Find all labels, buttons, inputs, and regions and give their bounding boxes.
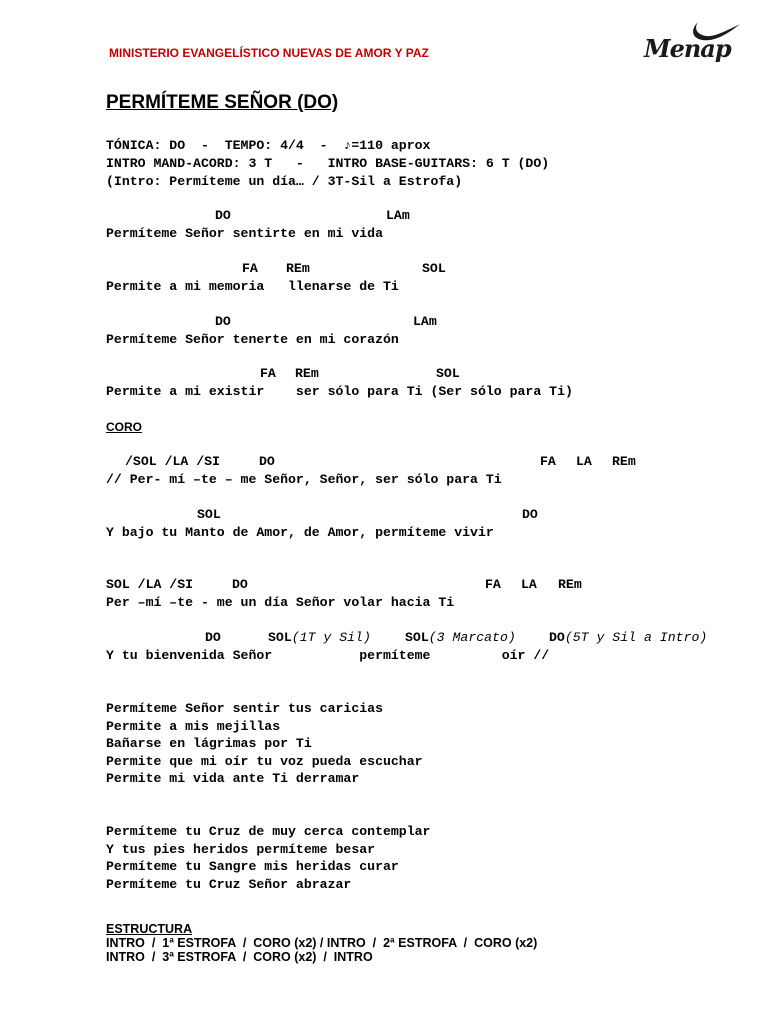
lyric-line: Permite que mi oír tu voz pueda escuchar (106, 753, 423, 769)
chord: REm (295, 366, 319, 381)
lyric-line: Permíteme tu Sangre mis heridas curar (106, 859, 399, 874)
lyric-line: Permite a mis mejillas (106, 718, 281, 734)
lyric-line: Permíteme tu Cruz de muy cerca contemplar (106, 824, 431, 839)
chord: DO(5T y Sil a Intro) (549, 630, 708, 645)
chord: SOL(1T y Sil) (268, 630, 371, 645)
chord: DO (215, 314, 231, 329)
lyric-line: Permite a mi existir ser sólo para Ti (Ser sólo para Ti) (106, 384, 573, 399)
chord: FA (260, 366, 276, 381)
chord: SOL (436, 366, 460, 381)
logo-text: Menap (644, 34, 731, 63)
lyric-line: Permíteme Señor tenerte en mi corazón (106, 332, 399, 347)
song-title: PERMÍTEME SEÑOR (DO) (106, 92, 339, 113)
chord: LA (521, 577, 537, 592)
structure-label: ESTRUCTURA (106, 922, 193, 936)
lyric-line: Permite mi vida ante Ti derramar (106, 771, 360, 786)
chord: DO (259, 454, 275, 469)
chord: SOL /LA /SI (106, 577, 194, 592)
chord: SOL (422, 261, 446, 276)
chord: SOL(3 Marcato) (405, 630, 516, 645)
chord-note: (1T y Sil) (291, 630, 371, 645)
chord: DO (205, 630, 221, 645)
chord: DO (215, 208, 231, 223)
chord: FA (485, 577, 501, 592)
lyric-line: Permíteme Señor sentir tus caricias (106, 701, 383, 716)
chord: DO (522, 507, 538, 522)
lyric-line: // Per- mí –te – me Señor, Señor, ser sólo para Ti (106, 472, 502, 487)
chord: SOL (197, 507, 221, 522)
info-line: INTRO MAND-ACORD: 3 T - INTRO BASE-GUITARS: 6 T (DO) (106, 156, 550, 171)
chord: LA (576, 454, 592, 469)
organization-name: MINISTERIO EVANGELÍSTICO NUEVAS DE AMOR Y PAZ (109, 46, 429, 60)
lyric-line: Y tus pies heridos permíteme besar (106, 841, 376, 857)
lyric-line: Permite a mi memoria llenarse de Ti (106, 279, 399, 294)
chord: /SOL /LA /SI (125, 454, 220, 469)
info-line: (Intro: Permíteme un día… / 3T-Sil a Estrofa) (106, 174, 463, 189)
chord: REm (286, 261, 310, 276)
menap-logo (644, 18, 744, 70)
chord: REm (558, 577, 582, 592)
chord: FA (242, 261, 258, 276)
lyric-line: Per –mí –te - me un día Señor volar hacia Ti (106, 595, 455, 610)
chord: LAm (413, 314, 437, 329)
chord-note: (3 Marcato) (428, 630, 516, 645)
structure-line: INTRO / 1ª ESTROFA / CORO (x2) / INTRO / 2ª ESTROFA / CORO (x2) (106, 936, 538, 950)
lyric-line: Permíteme tu Cruz Señor abrazar (106, 876, 352, 892)
info-line: TÓNICA: DO - TEMPO: 4/4 - ♪=110 aprox (106, 138, 431, 153)
chord: LAm (386, 208, 410, 223)
lyric-line: Y tu bienvenida Señor permíteme oír // (106, 648, 550, 663)
lyric-line: Permíteme Señor sentirte en mi vida (106, 226, 383, 241)
coro-label: CORO (106, 420, 142, 434)
chord: FA (540, 454, 556, 469)
lyric-line: Y bajo tu Manto de Amor, de Amor, permíteme vivir (106, 525, 494, 540)
chord: REm (612, 454, 636, 469)
lyric-line: Bañarse en lágrimas por Ti (106, 736, 312, 751)
structure-line: INTRO / 3ª ESTROFA / CORO (x2) / INTRO (106, 950, 373, 964)
chord-note: (5T y Sil a Intro) (564, 630, 708, 645)
chord: DO (232, 577, 248, 592)
